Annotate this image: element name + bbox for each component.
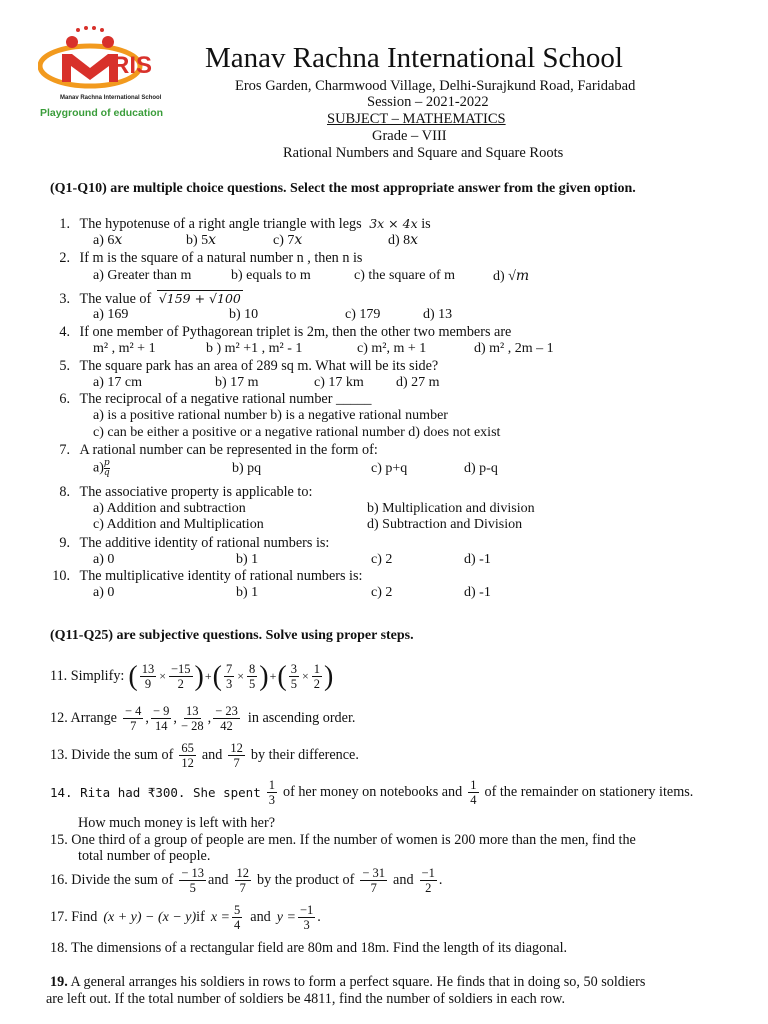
question-8 <box>47 484 312 501</box>
fraction: $\frac{1}{2}$ <box>313 662 320 691</box>
connector-text: and <box>393 872 414 888</box>
section-b-instruction: (Q11-Q25) are subjective questions. Solve using proper steps. <box>50 628 414 643</box>
fraction: $\frac{- 23}{42}$ <box>215 704 238 733</box>
period: . <box>438 872 443 888</box>
question-text: The associative property is applicable to: <box>79 484 313 500</box>
option-b: b) 10 <box>229 307 259 322</box>
fraction: $\frac{- 4}{7}$ <box>124 704 142 733</box>
question-number: 5. <box>59 358 70 374</box>
y-variable: y = <box>276 910 296 925</box>
option-b: b) equals to m <box>231 268 311 283</box>
option-b: b) 17 m <box>215 375 259 390</box>
option-c: c) 2 <box>371 585 393 600</box>
question-19 <box>50 974 645 991</box>
option-c: c) Addition and Multiplication <box>93 517 264 532</box>
logo-small-text: Manav Rachna International School <box>60 95 162 101</box>
connector-text: and <box>250 909 271 925</box>
question-label: 17. Find <box>50 909 98 925</box>
option-d: d) m² , 2m – 1 <box>474 341 554 356</box>
fraction: $\frac{3}{5}$ <box>290 662 297 691</box>
connector-text: and <box>201 747 223 763</box>
question-tail: of the remainder on stationery items. <box>484 784 694 800</box>
question-number: 7. <box>59 442 70 458</box>
fraction: $\frac{-1}{3}$ <box>299 903 314 932</box>
question-18: 18. The dimensions of a rectangular field are 80m and 18m. Find the length of its diagonal. <box>50 940 568 956</box>
question-1 <box>47 215 431 233</box>
option-a: a) Addition and subtraction <box>93 501 246 516</box>
question-number: 8. <box>59 484 70 500</box>
question-label: 11. Simplify: <box>50 668 125 684</box>
question-text: The additive identity of rational numbers is: <box>79 535 330 551</box>
fraction: $\frac{7}{3}$ <box>225 662 233 691</box>
option-a: a) 0 <box>93 585 115 600</box>
question-number: 6. <box>59 391 70 407</box>
option-d: d) Subtraction and Division <box>367 517 523 532</box>
expression: (x + y) − (x − y) <box>103 910 197 925</box>
school-name: Manav Rachna International School <box>205 42 623 74</box>
option-c: c) p+q <box>371 461 408 476</box>
question-text: If m is the square of a natural number n , then n is <box>79 250 363 266</box>
fraction: $\frac{5}{4}$ <box>234 903 241 932</box>
fraction: $\frac{-1}{2}$ <box>421 866 435 895</box>
option-d: d) -1 <box>464 585 491 600</box>
question-text: The multiplicative identity of rational numbers is: <box>79 568 363 584</box>
fraction: $\frac{1}{3}$ <box>268 778 275 807</box>
question-number: 1. <box>59 216 70 232</box>
question-text: A general arranges his soldiers in rows to form a perfect square. He finds that in doing so, 50 soldiers <box>67 974 646 990</box>
option-c: c) the square of m <box>354 268 456 283</box>
option-d: d) 27 m <box>396 375 440 390</box>
question-3 <box>47 290 243 308</box>
logo-text: RIS <box>112 52 153 79</box>
chapter-title: Rational Numbers and Square and Square Roots <box>283 145 564 161</box>
fraction: $\frac{- 9}{14}$ <box>152 704 170 733</box>
question-10 <box>47 568 362 585</box>
question-text: If one member of Pythagorean triplet is 2m, then the other two members are <box>79 324 512 340</box>
question-17 <box>50 903 321 932</box>
question-19-line2: are left out. If the total number of soldiers be 4811, find the number of soldiers in each row. <box>46 991 566 1007</box>
question-text: The reciprocal of a negative rational number _____ <box>79 391 372 407</box>
question-15: 15. One third of a group of people are men. If the number of women is 200 more than the men, find the <box>50 832 636 848</box>
question-number: 10. <box>52 568 70 584</box>
option-c: c) 179 <box>345 307 381 322</box>
option-b: b) pq <box>232 461 262 476</box>
option-b: b ) m² +1 , m² - 1 <box>206 341 303 356</box>
question-label: 16. Divide the sum of <box>50 872 174 888</box>
option-a: a) 0 <box>93 552 115 567</box>
question-label: 12. Arrange <box>50 710 117 726</box>
fraction: $\frac{- 31}{7}$ <box>362 866 386 895</box>
grade: Grade – VIII <box>372 128 447 144</box>
option-b: b) Multiplication and division <box>367 501 535 516</box>
question-text: The value of <box>79 291 152 307</box>
option-c: c) 2 <box>371 552 393 567</box>
connector-text: of her money on notebooks and <box>282 784 463 800</box>
question-number: 3. <box>59 291 70 307</box>
fraction: $\frac{8}{5}$ <box>249 662 256 691</box>
question-15-line2: total number of people. <box>78 848 211 864</box>
option-c: c) m², m + 1 <box>357 341 427 356</box>
school-address: Eros Garden, Charmwood Village, Delhi-Surajkund Road, Faridabad <box>235 78 636 94</box>
option-a: a) 169 <box>93 307 129 322</box>
logo-tagline: Playground of education <box>40 107 164 119</box>
question-16 <box>50 866 442 895</box>
fraction: $\frac{65}{12}$ <box>181 741 194 770</box>
option-a: m² , m² + 1 <box>93 341 156 356</box>
session: Session – 2021-2022 <box>367 94 489 110</box>
option-d: d) 8𝑥 <box>388 233 419 248</box>
option-label: a) <box>93 460 104 476</box>
option-d: d) p-q <box>464 461 498 476</box>
question-tail: is <box>421 216 431 232</box>
option-a: a) 6𝑥 <box>93 233 123 248</box>
question-label: 14. Rita had ₹300. She spent <box>50 785 261 800</box>
question-math: 3𝑥 × 4𝑥 <box>369 216 418 231</box>
question-number: 19. <box>50 974 68 990</box>
option-b: b) 1 <box>236 552 259 567</box>
connector-text: and <box>208 872 229 888</box>
question-number: 9. <box>59 535 70 551</box>
option-a: a) Greater than m <box>93 268 192 283</box>
question-5 <box>47 358 438 375</box>
question-text: The square park has an area of 289 sq m. What will be its side? <box>79 358 439 374</box>
option-d: d) -1 <box>464 552 491 567</box>
question-tail: by their difference. <box>250 747 359 763</box>
fraction: $\frac{13}{9}$ <box>141 662 155 691</box>
subject: SUBJECT – MATHEMATICS <box>327 111 506 127</box>
question-9 <box>47 535 329 552</box>
p-over-q-fraction: $\frac{p}{q}$ <box>103 458 110 478</box>
question-14-line2: How much money is left with her? <box>78 815 276 831</box>
question-text: The hypotenuse of a right angle triangle with legs <box>79 216 362 232</box>
option-ab: a) is a positive rational number b) is a negative rational number <box>93 408 448 423</box>
question-number: 4. <box>59 324 70 340</box>
question-12: 12. Arrange $\frac{- 4}{7}$ , $\frac{- 9}{14}$ , $\frac{13}{- 28}$ , $\frac{- 23}{42}$ in ascending order. <box>50 704 356 733</box>
option-a: a) 17 cm <box>93 375 142 390</box>
fraction: $\frac{12}{7}$ <box>236 866 250 895</box>
option-c: c) 17 km <box>314 375 364 390</box>
question-number: 2. <box>59 250 70 266</box>
connector-text: by the product of <box>257 872 355 888</box>
fraction: $\frac{1}{4}$ <box>470 778 477 807</box>
question-label: 13. Divide the sum of <box>50 747 174 763</box>
option-b: b) 5𝑥 <box>186 233 217 248</box>
option-b: b) 1 <box>236 585 259 600</box>
option-a <box>93 459 110 478</box>
fraction: $\frac{- 13}{5}$ <box>181 866 205 895</box>
question-4 <box>47 324 511 341</box>
fraction: $\frac{-15}{2}$ <box>170 662 191 691</box>
option-d: d) 13 <box>423 307 453 322</box>
period: . <box>317 909 321 925</box>
question-14 <box>50 778 693 807</box>
fraction: $\frac{12}{7}$ <box>230 741 243 770</box>
question-2 <box>47 250 362 267</box>
section-a-instruction: (Q1-Q10) are multiple choice questions. Select the most appropriate answer from the given option. <box>50 181 636 196</box>
option-c: c) 7𝑥 <box>273 233 303 248</box>
question-6 <box>47 391 371 408</box>
x-variable: x = <box>210 910 231 925</box>
option-cd: c) can be either a positive or a negative rational number d) does not exist <box>93 425 501 440</box>
question-text: A rational number can be represented in the form of: <box>79 442 378 458</box>
option-d: d) √𝑚 <box>493 269 530 284</box>
question-tail: in ascending order. <box>247 710 356 726</box>
fraction: $\frac{13}{- 28}$ <box>180 704 204 733</box>
question-11: 11. Simplify: ( $\frac{13}{9}$ × $\frac{-15}{2}$ ) + ( $\frac{7}{3}$ × $\frac{8}{5}$ ) + ( $\frac{3}{5}$ × $\frac{1}{2}$ ) <box>50 660 334 692</box>
question-math: √159 + √100 <box>158 291 241 306</box>
question-7 <box>47 442 378 459</box>
connector-text: if <box>196 909 205 925</box>
question-13 <box>50 741 359 770</box>
